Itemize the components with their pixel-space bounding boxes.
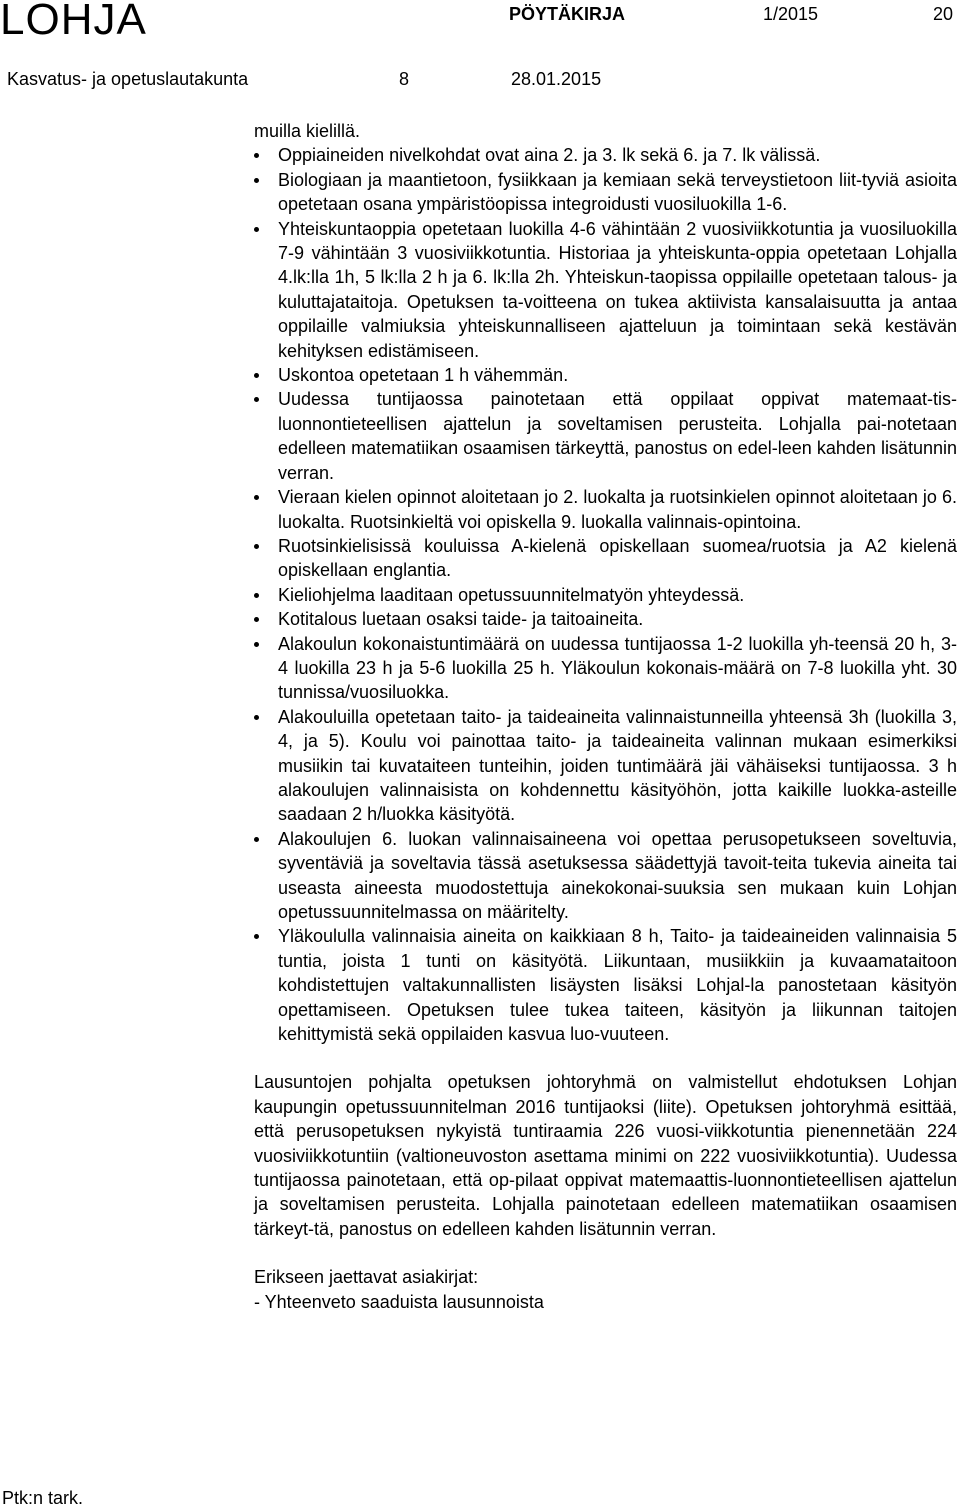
bullet-icon	[254, 715, 259, 720]
list-item	[254, 607, 957, 631]
list-item	[254, 217, 957, 363]
bullet-icon	[254, 373, 259, 378]
list-item-text: Oppiaineiden nivelkohdat ovat aina 2. ja 3. lk sekä 6. ja 7. lk välissä.	[278, 145, 821, 166]
lead-text: muilla kielillä.	[254, 121, 361, 141]
bullet-icon	[254, 544, 259, 549]
list-item	[254, 827, 957, 925]
attachments-heading: Erikseen jaettavat asiakirjat:	[254, 1267, 479, 1288]
bullet-list	[254, 143, 957, 1046]
bullet-icon	[254, 397, 259, 402]
list-item-text: Kieliohjelma laaditaan opetussuunnitelmatyön yhteydessä.	[278, 584, 745, 605]
list-item-text: Alakouluilla opetetaan taito- ja taideaineita valinnaistunneilla yhteensä 3h (luokilla 3, 4, ja 5). Koulu voi painottaa taito- ja taideaineita valinnan mukaan esimerkiksi musiikin tai kuvataiteen tunteihin, joiden tuntimäärä jäi vähäiseksi tuntijaossa. 3 h alakoulujen valinnaisista on kohdennettu käsityöhön, jotta kaikille luokka-asteille saadaan 2 h/luokka käsityötä.	[278, 706, 957, 825]
list-item	[254, 485, 957, 534]
document-body	[254, 119, 957, 1314]
attachments-section	[254, 1265, 957, 1314]
bullet-icon	[254, 837, 259, 842]
list-item	[254, 583, 957, 607]
list-item-text: Vieraan kielen opinnot aloitetaan jo 2. luokalta ja ruotsinkielen opinnot aloitetaan jo 6. luokalta. Ruotsinkieltä voi opiskella 9. luokalla valinnais-opintoina.	[278, 487, 957, 532]
list-item-text: Kotitalous luetaan osaksi taide- ja taitoaineita.	[278, 609, 644, 630]
document-number: 1/2015	[763, 4, 819, 24]
bullet-icon	[254, 178, 259, 183]
section-number: 8	[399, 69, 410, 89]
list-item	[254, 363, 957, 387]
bullet-icon	[254, 227, 259, 232]
list-item-text: Uudessa tuntijaossa painotetaan että oppilaat oppivat matemaat-tis-luonnontieteellisen ajattelun ja soveltamisen perusteita. Lohjalla pai-notetaan edelleen matematiikan osaamisen tärkeyttä, panostus on edel-leen kahden lisätunnin verran.	[278, 389, 957, 483]
list-item	[254, 924, 957, 1046]
bullet-icon	[254, 593, 259, 598]
document-type: PÖYTÄKIRJA	[509, 4, 626, 24]
list-item	[254, 168, 957, 217]
list-item-text: Uskontoa opetetaan 1 h vähemmän.	[278, 365, 569, 386]
minutes-checker-note: Ptk:n tark.	[2, 1488, 84, 1508]
bullet-icon	[254, 934, 259, 939]
bullet-icon	[254, 617, 259, 622]
list-item	[254, 387, 957, 485]
list-item-text: Yhteiskuntaoppia opetetaan luokilla 4-6 vähintään 2 vuosiviikkotuntia ja vuosiluokilla 7-9 vähintään 3 vuosiviikkotuntia. Historiaa ja yhteiskunta-oppia opetetaan Lohjalla 4.lk:lla 1h, 5 lk:lla 2 h ja 6. lk:lla 2h. Yhteiskun-taopissa oppilaille opetetaan talous- ja kuluttajataitoja. Opetuksen ta-voitteena on tukea aktiivista kansalaisuutta ja antaa oppilaille valmiuksia yhteiskunnalliseen ajatteluun ja toimintaan sekä kestävän kehityksen edistämiseen.	[278, 218, 957, 361]
list-item-text: Yläkoululla valinnaisia aineita on kaikkiaan 8 h, Taito- ja taideaineiden valinnaisia 5 tuntia, joista 1 tunti on käsityötä. Liikuntaan, musiikkiin ja kuvaamataitoon kohdistettujen valtakunnallisten lisäysten lisäksi Lohjal-la panostetaan käsityön opettamiseen. Opetuksen tulee tukea taiteen, käsityön ja liikunnan taitojen kehittymistä sekä oppilaiden kasvua luo-vuuteen.	[278, 926, 957, 1045]
meeting-date: 28.01.2015	[511, 69, 602, 89]
bullet-icon	[254, 495, 259, 500]
committee-name: Kasvatus- ja opetuslautakunta	[7, 69, 249, 89]
list-item	[254, 143, 957, 167]
logo: LOHJA	[0, 0, 147, 44]
list-item	[254, 534, 957, 583]
attachment-item: - Yhteenveto saaduista lausunnoista	[254, 1291, 544, 1312]
page-number: 20	[933, 4, 954, 24]
list-item	[254, 632, 957, 705]
bullet-icon	[254, 153, 259, 158]
list-item	[254, 705, 957, 827]
list-item-text: Alakoulujen 6. luokan valinnaisaineena voi opettaa perusopetukseen soveltuvia, syventäviä ja soveltavia tässä asetuksessa säädettyjä tavoit-teita tukevia aineita tai useasta aineesta muodostettuja ainekokonai-suuksia sen mukaan kuin Lohjan opetussuunnitelmassa on määritelty.	[278, 828, 957, 922]
proposal-paragraph: Lausuntojen pohjalta opetuksen johtoryhmä on valmistellut ehdotuksen Lohjan kaupungin opetussuunnitelman 2016 tuntijaoksi (liite). Opetuksen johtoryhmä esittää, että perusopetuksen nykyistä tuntiraamia 226 vuosi-viikkotuntia pienennetään 224 vuosiviikkotuntiin (valtioneuvoston asettama minimi on 222 vuosiviikkotuntia). Uudessa tuntijaossa painotetaan, että op-pilaat oppivat matemaattis-luonnontieteellisen ajattelun ja soveltamisen perusteita. Lohjalla painotetaan edelleen matematiikan osaamisen tärkeyt-tä, panostus on edelleen kahden lisätunnin verran.	[254, 1072, 957, 1239]
bullet-icon	[254, 642, 259, 647]
list-item-text: Ruotsinkielisissä kouluissa A-kielenä opiskellaan suomea/ruotsia ja A2 kielenä opiskellaan englantia.	[278, 535, 957, 581]
list-item-text: Biologiaan ja maantietoon, fysiikkaan ja kemiaan sekä terveystietoon liit-tyviä asioita opetetaan osana ympäristöopissa integroidusti vuosiluokilla 1-6.	[278, 169, 957, 215]
list-item-text: Alakoulun kokonaistuntimäärä on uudessa tuntijaossa 1-2 luokilla yh-teensä 20 h, 3-4 luokilla 23 h ja 5-6 luokilla 25 h. Yläkoulun kokonais-määrä on 7-8 luokilla yht. 30 tunnissa/vuosiluokka.	[278, 633, 957, 703]
